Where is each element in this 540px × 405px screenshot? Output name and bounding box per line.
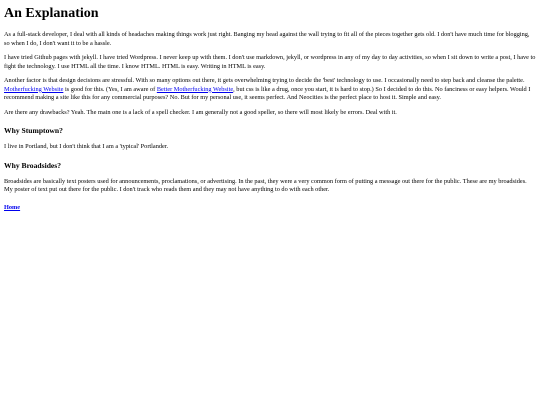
factor-text-start: Another factor is that design decisions are stressful. With so many options out there, it gets overwhelming trying to decide the 'best' technology to use. I occasionally need to step back and cleanse the palette.: [4, 77, 525, 85]
factor-text-middle: is good for this. (Yes, I am aware of: [64, 85, 156, 93]
drawbacks-paragraph: Are there any drawbacks? Yeah. The main one is a lack of a spell checker. I am generally not a good speller, so there will most likely be errors. Deal with it.: [4, 108, 397, 116]
home-link[interactable]: Home: [4, 203, 21, 211]
stumptown-heading: Why Stumptown?: [4, 126, 63, 136]
broadsides-heading: Why Broadsides?: [4, 160, 62, 170]
page-title: An Explanation: [4, 6, 99, 21]
tried-paragraph: I have tried Github pages with jekyll. I have tried Wordpress. I never keep up with them. I don't use markdown, jekyll, or wordpress in any of my day to day activities, so when I sit down to write a post, I have to fight the technology. I use HTML all the time. I know HTML. HTML is easy. Writing in HTML is easy.: [4, 54, 536, 70]
factor-text-end: , but css is like a drug, once you start, it is hard to stop.) So I decided to do this. No fanciness or easy helpers. Would I recommend making a site like this for any commercial purposes? No. But for my personal use, it seems perfect. And Neocities is the perfect place to host it. Simple and easy.: [4, 85, 531, 102]
design-factor-paragraph: [4, 77, 536, 103]
motherfucking-website-link[interactable]: Motherfucking Website: [4, 85, 64, 93]
better-motherfucking-website-link[interactable]: Better Motherfucking Website: [156, 85, 234, 93]
intro-paragraph: As a full-stack developer, I deal with all kinds of headaches making things work just right. Banging my head against the wall trying to fit all of the pieces together gets old. I don't have much time for blogging, so when I do, I don't want it to be a hassle.: [4, 31, 530, 47]
broadsides-paragraph: Broadsides are basically text posters used for announcements, proclamations, or advertising. In the past, they were a very common form of putting a message out there for the public. These are my broadsides. My poster of text put out there for the public. I don't track who reads them and they may not have anything to do with each other.: [4, 177, 527, 194]
stumptown-paragraph: I live in Portland, but I don't think that I am a 'typical' Portlander.: [4, 143, 169, 151]
